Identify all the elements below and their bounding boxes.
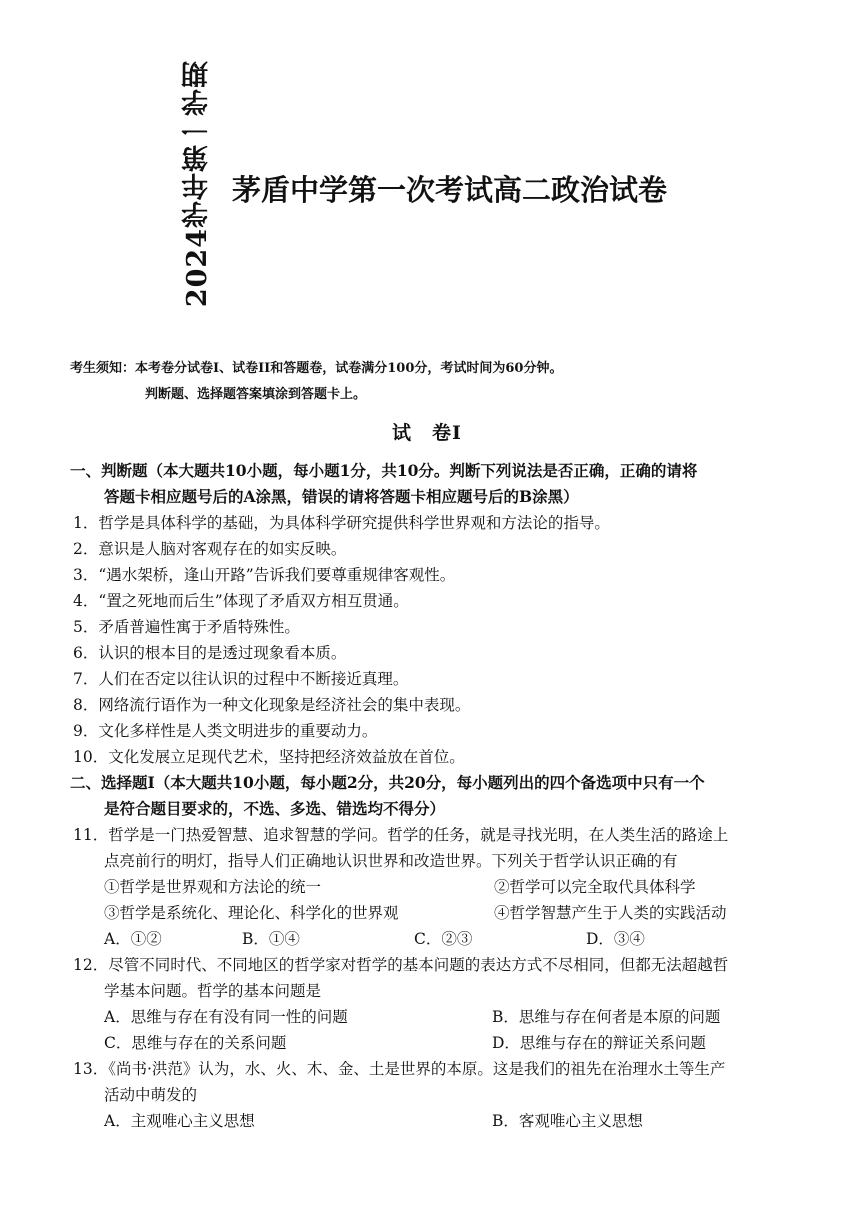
q11-option-b: B．①④ xyxy=(242,930,300,948)
q12-option-d: D．思维与存在的辩证关系问题 xyxy=(492,1034,706,1052)
q13-option-a: A．主观唯心主义思想 xyxy=(104,1112,255,1130)
part2-heading-line-1: 二、选择题I（本大题共10小题，每小题2分，共20分，每小题列出的四个备选项中只有一个 xyxy=(70,773,705,792)
q12-stem-line-1: 12．尽管不同时代、不同地区的哲学家对哲学的基本问题的表达方式不尽相同，但都无法超越哲 xyxy=(73,956,729,974)
question-item: 6．认识的根本目的是透过现象看本质。 xyxy=(73,644,347,662)
q13-option-b: B．客观唯心主义思想 xyxy=(492,1112,643,1130)
q11-stem-line-1: 11．哲学是一门热爱智慧、追求智慧的学问。哲学的任务，就是寻找光明，在人类生活的路途上 xyxy=(73,826,729,844)
notice-line-1: 考生须知：本考卷分试卷I、试卷II和答题卷，试卷满分100分，考试时间为60分钟。 xyxy=(70,361,563,376)
q11-option-d: D．③④ xyxy=(586,930,645,948)
q12-option-a: A．思维与存在有没有同一性的问题 xyxy=(104,1008,348,1026)
part2-heading-line-2: 是符合题目要求的，不选、多选、错选均不得分） xyxy=(104,799,446,818)
q11-statement-2: ②哲学可以完全取代具体科学 xyxy=(494,878,696,896)
question-item: 10．文化发展立足现代艺术，坚持把经济效益放在首位。 xyxy=(73,748,465,766)
q13-stem-line-2: 活动中萌发的 xyxy=(104,1086,198,1104)
question-item: 4．“置之死地而后生”体现了矛盾双方相互贯通。 xyxy=(73,592,409,610)
q12-stem-line-2: 学基本问题。哲学的基本问题是 xyxy=(104,982,322,1000)
question-item: 5．矛盾普遍性寓于矛盾特殊性。 xyxy=(73,618,300,636)
q11-stem-line-2: 点亮前行的明灯，指导人们正确地认识世界和改造世界。下列关于哲学认识正确的有 xyxy=(104,852,678,870)
part1-heading-line-2: 答题卡相应题号后的A涂黑，错误的请将答题卡相应题号后的B涂黑） xyxy=(104,487,579,506)
question-item: 8．网络流行语作为一种文化现象是经济社会的集中表现。 xyxy=(73,696,471,714)
q11-statement-3: ③哲学是系统化、理论化、科学化的世界观 xyxy=(104,904,399,922)
q12-option-c: C．思维与存在的关系问题 xyxy=(104,1034,287,1052)
notice-line-2: 判断题、选择题答案填涂到答题卡上。 xyxy=(145,387,367,402)
section-title: 试 卷I xyxy=(392,422,462,444)
q13-stem-line-1: 13．《尚书·洪范》认为，水、火、木、金、土是世界的本原。这是我们的祖先在治理水土等生产 xyxy=(73,1060,726,1078)
q11-statement-1: ①哲学是世界观和方法论的统一 xyxy=(104,878,322,896)
question-item: 7．人们在否定以往认识的过程中不断接近真理。 xyxy=(73,670,409,688)
exam-title: 茅盾中学第一次考试高二政治试卷 xyxy=(232,173,668,207)
q11-option-c: C．②③ xyxy=(414,930,473,948)
question-item: 9．文化多样性是人类文明进步的重要动力。 xyxy=(73,722,378,740)
school-year-label: 2024学年第一学期 xyxy=(182,60,213,308)
question-item: 3．“遇水架桥，逢山开路”告诉我们要尊重规律客观性。 xyxy=(73,566,456,584)
question-item: 1．哲学是具体科学的基础，为具体科学研究提供科学世界观和方法论的指导。 xyxy=(73,514,610,532)
q11-option-a: A．①② xyxy=(104,930,162,948)
part1-heading-line-1: 一、判断题（本大题共10小题，每小题1分，共10分。判断下列说法是否正确，正确的请将 xyxy=(70,461,698,480)
q11-statement-4: ④哲学智慧产生于人类的实践活动 xyxy=(494,904,727,922)
q12-option-b: B．思维与存在何者是本原的问题 xyxy=(492,1008,721,1026)
question-item: 2．意识是人脑对客观存在的如实反映。 xyxy=(73,540,347,558)
